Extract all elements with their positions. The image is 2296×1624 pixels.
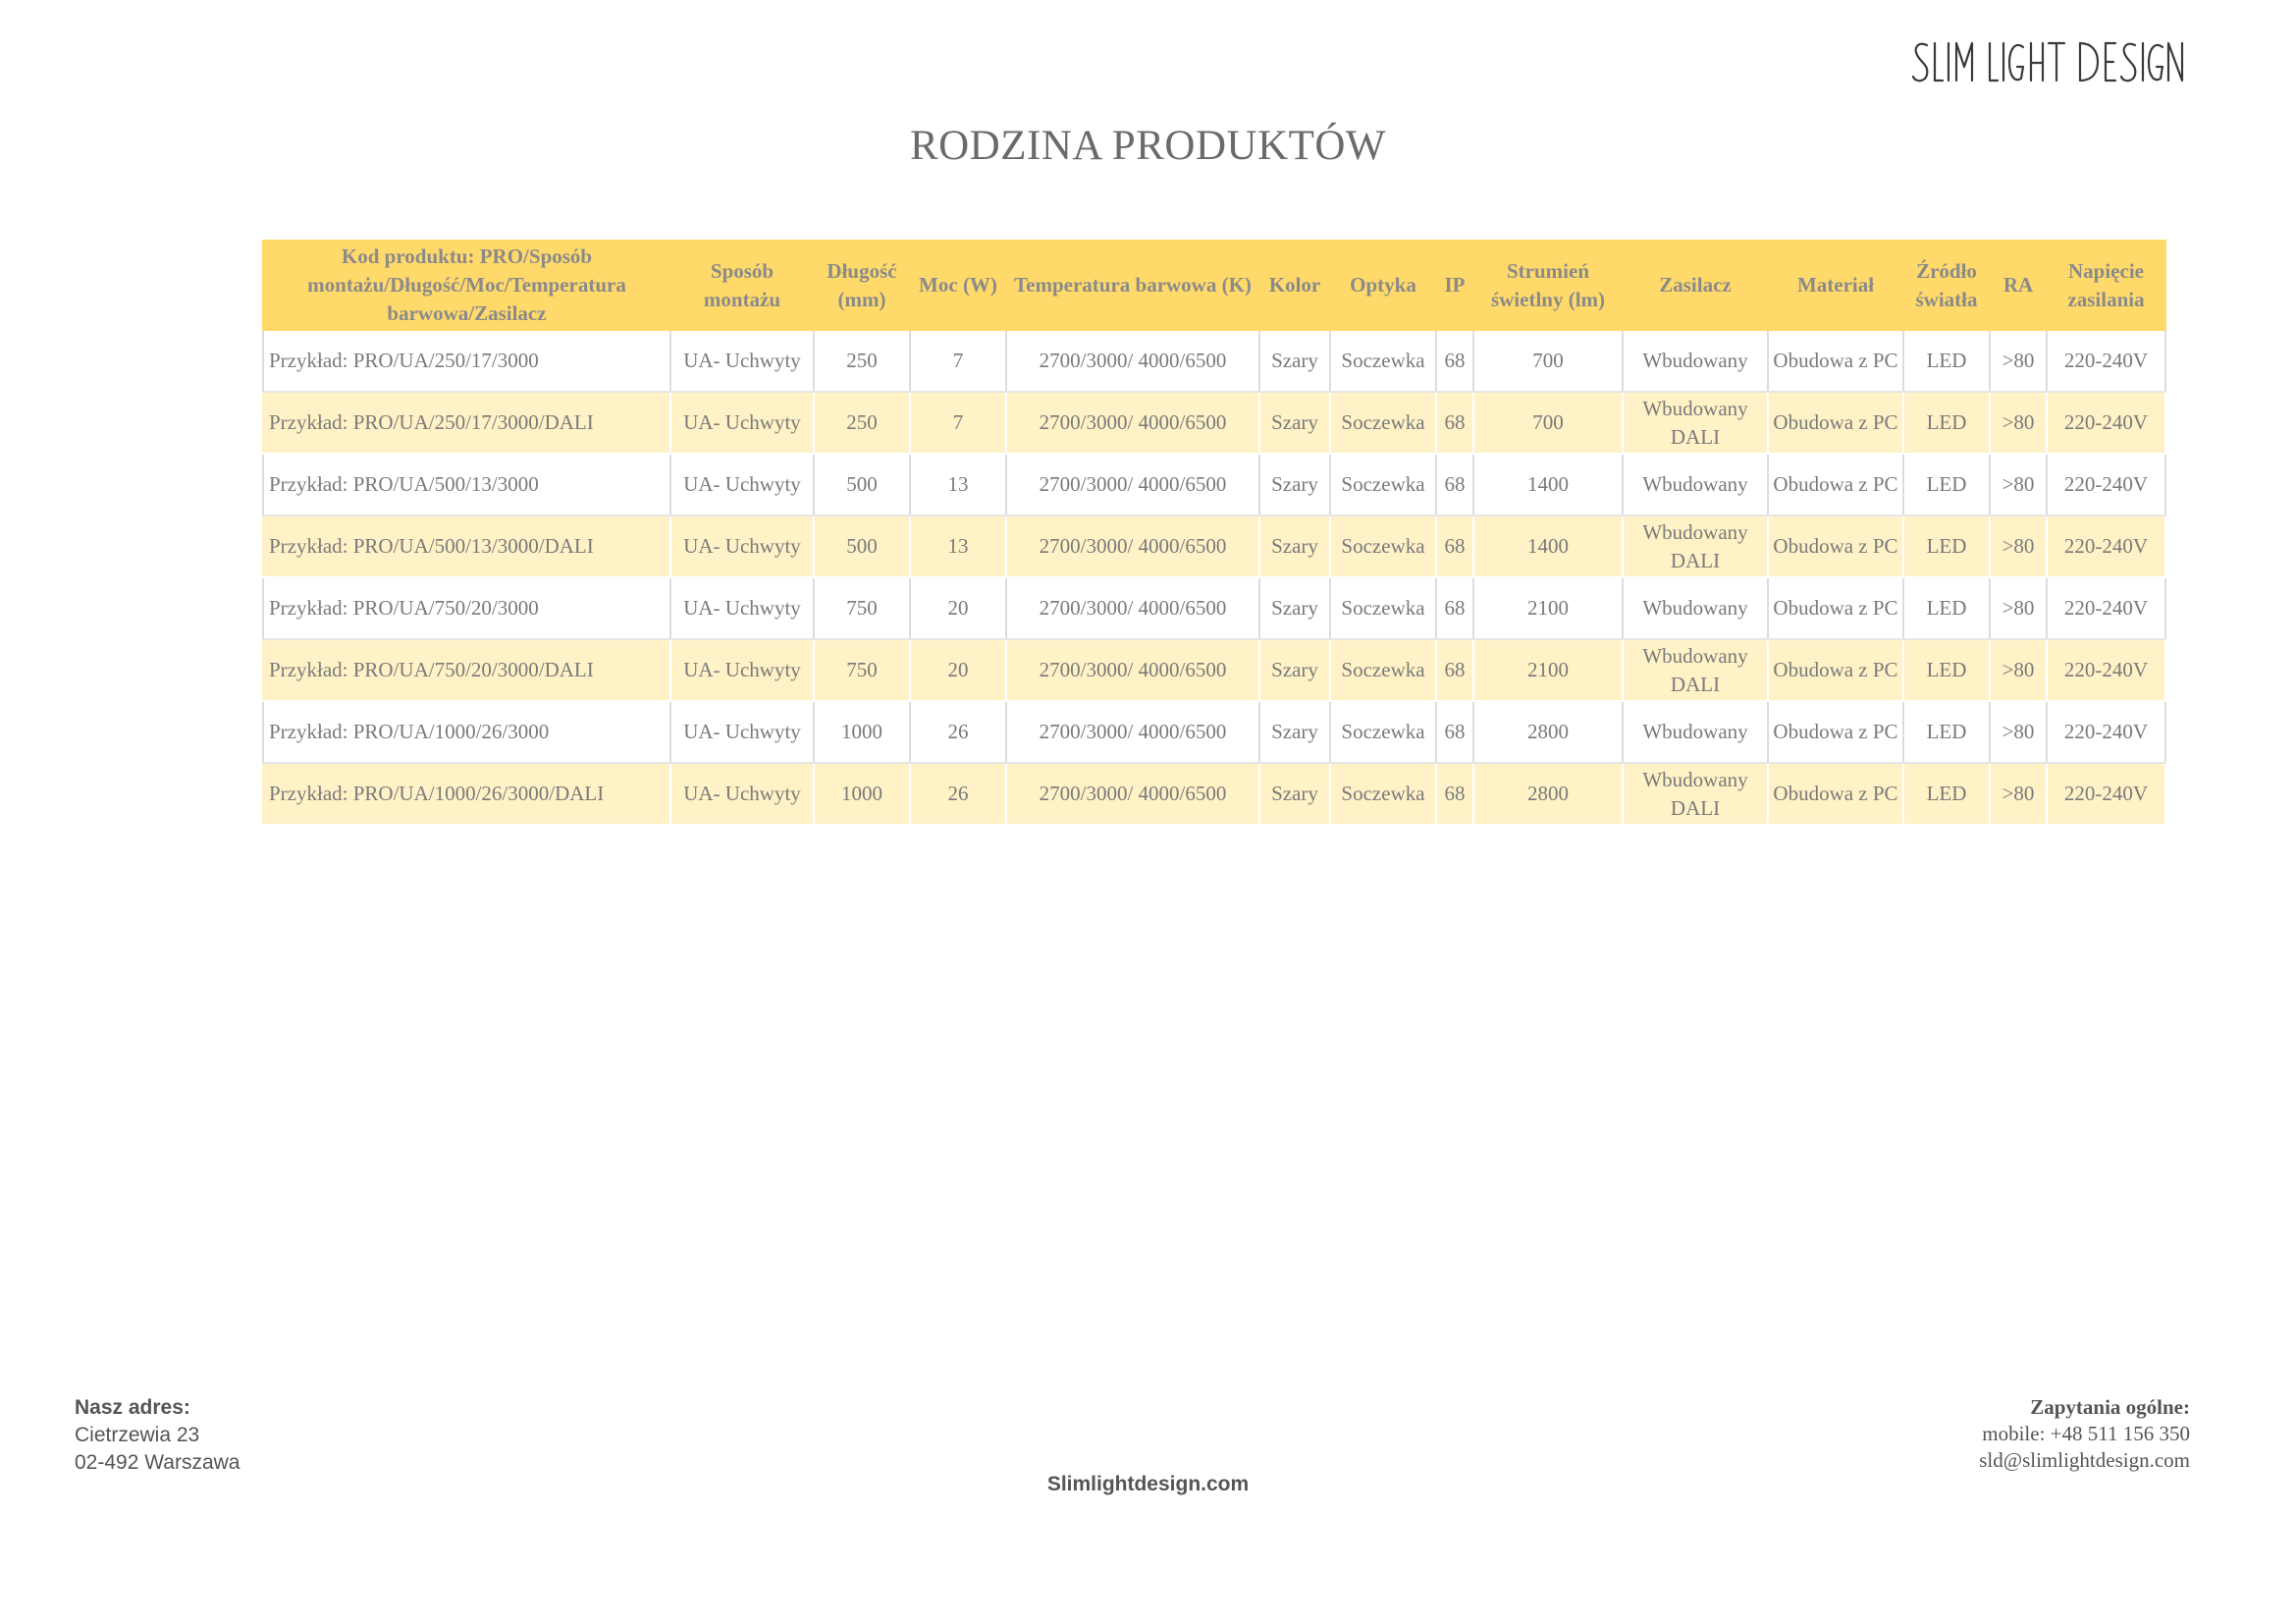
table-cell: UA- Uchwyty — [670, 577, 814, 639]
column-header: Temperatura barwowa (K) — [1006, 241, 1259, 330]
contact-label: Zapytania ogólne: — [2030, 1395, 2190, 1419]
table-row — [263, 639, 2165, 701]
table-cell: >80 — [1990, 454, 2047, 515]
table-cell: Soczewka — [1330, 577, 1436, 639]
table-cell: Obudowa z PC — [1768, 763, 1903, 825]
table-cell: Soczewka — [1330, 701, 1436, 763]
brand-logo — [1911, 37, 2186, 96]
table-cell: Soczewka — [1330, 639, 1436, 701]
table-cell: Soczewka — [1330, 515, 1436, 577]
table-cell: Szary — [1259, 454, 1330, 515]
table-cell: 2700/3000/ 4000/6500 — [1006, 763, 1259, 825]
contact-phone: mobile: +48 511 156 350 — [1982, 1422, 2190, 1445]
table-cell: 220-240V — [2047, 454, 2165, 515]
table-cell: 2700/3000/ 4000/6500 — [1006, 392, 1259, 454]
table-cell: >80 — [1990, 763, 2047, 825]
column-header: Źródło światła — [1903, 241, 1990, 330]
table-cell: 2100 — [1473, 577, 1623, 639]
table-cell: Przykład: PRO/UA/250/17/3000/DALI — [263, 392, 670, 454]
table-cell: Szary — [1259, 515, 1330, 577]
table-cell: 700 — [1473, 392, 1623, 454]
table-cell: 1400 — [1473, 454, 1623, 515]
table-cell: 13 — [910, 515, 1006, 577]
table-cell: 500 — [814, 515, 910, 577]
table-cell: Przykład: PRO/UA/1000/26/3000/DALI — [263, 763, 670, 825]
table-cell: Soczewka — [1330, 330, 1436, 392]
table-cell: Przykład: PRO/UA/750/20/3000 — [263, 577, 670, 639]
table-cell: Szary — [1259, 330, 1330, 392]
table-cell: 20 — [910, 639, 1006, 701]
table-cell: 2800 — [1473, 763, 1623, 825]
column-header: IP — [1436, 241, 1473, 330]
table-cell: 2700/3000/ 4000/6500 — [1006, 639, 1259, 701]
page-title: RODZINA PRODUKTÓW — [909, 123, 1387, 169]
column-header: Kolor — [1259, 241, 1330, 330]
table-cell: >80 — [1990, 330, 2047, 392]
footer-contact — [1979, 1394, 2190, 1474]
table-cell: Przykład: PRO/UA/250/17/3000 — [263, 330, 670, 392]
table-cell: UA- Uchwyty — [670, 763, 814, 825]
table-cell: 220-240V — [2047, 577, 2165, 639]
table-cell: 68 — [1436, 701, 1473, 763]
table-cell: 220-240V — [2047, 330, 2165, 392]
table-cell: Soczewka — [1330, 454, 1436, 515]
column-header: Napięcie zasilania — [2047, 241, 2165, 330]
column-header: RA — [1990, 241, 2047, 330]
table-row — [263, 763, 2165, 825]
table-cell: 2700/3000/ 4000/6500 — [1006, 330, 1259, 392]
table-cell: 220-240V — [2047, 639, 2165, 701]
table-cell: Obudowa z PC — [1768, 330, 1903, 392]
table-cell: LED — [1903, 577, 1990, 639]
table-cell: 2700/3000/ 4000/6500 — [1006, 577, 1259, 639]
table-cell: Szary — [1259, 392, 1330, 454]
table-cell: 68 — [1436, 577, 1473, 639]
table-cell: Soczewka — [1330, 392, 1436, 454]
table-cell: 750 — [814, 577, 910, 639]
table-cell: 1400 — [1473, 515, 1623, 577]
table-cell: Wbudowany DALI — [1623, 763, 1768, 825]
table-cell: LED — [1903, 763, 1990, 825]
table-cell: Wbudowany DALI — [1623, 639, 1768, 701]
table-cell: LED — [1903, 701, 1990, 763]
table-cell: >80 — [1990, 701, 2047, 763]
table-cell: Obudowa z PC — [1768, 639, 1903, 701]
table-cell: 68 — [1436, 763, 1473, 825]
table-cell: UA- Uchwyty — [670, 639, 814, 701]
table-cell: 2100 — [1473, 639, 1623, 701]
table-cell: LED — [1903, 454, 1990, 515]
table-cell: 500 — [814, 454, 910, 515]
table-cell: Szary — [1259, 701, 1330, 763]
table-row — [263, 515, 2165, 577]
table-cell: 220-240V — [2047, 515, 2165, 577]
table-cell: Szary — [1259, 577, 1330, 639]
table-cell: 68 — [1436, 330, 1473, 392]
column-header: Zasilacz — [1623, 241, 1768, 330]
table-cell: 220-240V — [2047, 763, 2165, 825]
table-row — [263, 454, 2165, 515]
table-cell: >80 — [1990, 577, 2047, 639]
table-cell: Wbudowany — [1623, 701, 1768, 763]
table-cell: LED — [1903, 392, 1990, 454]
table-cell: 250 — [814, 330, 910, 392]
table-cell: 68 — [1436, 639, 1473, 701]
table-cell: Przykład: PRO/UA/500/13/3000 — [263, 454, 670, 515]
table-cell: Obudowa z PC — [1768, 392, 1903, 454]
table-cell: LED — [1903, 639, 1990, 701]
product-table-container — [262, 240, 2149, 826]
table-cell: 2700/3000/ 4000/6500 — [1006, 701, 1259, 763]
table-cell: 7 — [910, 392, 1006, 454]
column-header: Strumień świetlny (lm) — [1473, 241, 1623, 330]
table-cell: Przykład: PRO/UA/1000/26/3000 — [263, 701, 670, 763]
table-cell: 2800 — [1473, 701, 1623, 763]
table-cell: >80 — [1990, 639, 2047, 701]
website-link[interactable]: Slimlightdesign.com — [1046, 1473, 1250, 1495]
contact-email[interactable]: sld@slimlightdesign.com — [1979, 1448, 2190, 1472]
table-cell: 750 — [814, 639, 910, 701]
table-cell: Wbudowany — [1623, 330, 1768, 392]
table-cell: Obudowa z PC — [1768, 454, 1903, 515]
table-cell: LED — [1903, 515, 1990, 577]
table-cell: 7 — [910, 330, 1006, 392]
table-body — [263, 330, 2165, 825]
table-cell: 700 — [1473, 330, 1623, 392]
table-cell: UA- Uchwyty — [670, 392, 814, 454]
address-label: Nasz adres: — [75, 1396, 190, 1419]
table-cell: >80 — [1990, 392, 2047, 454]
table-cell: Przykład: PRO/UA/750/20/3000/DALI — [263, 639, 670, 701]
table-cell: UA- Uchwyty — [670, 515, 814, 577]
table-cell: 20 — [910, 577, 1006, 639]
table-cell: 68 — [1436, 454, 1473, 515]
column-header: Sposób montażu — [670, 241, 814, 330]
table-cell: 13 — [910, 454, 1006, 515]
table-cell: 220-240V — [2047, 392, 2165, 454]
table-cell: 68 — [1436, 392, 1473, 454]
table-cell: 1000 — [814, 701, 910, 763]
column-header: Kod produktu: PRO/Sposób montażu/Długość/Moc/Temperatura barwowa/Zasilacz — [263, 241, 670, 330]
table-cell: Szary — [1259, 763, 1330, 825]
column-header: Materiał — [1768, 241, 1903, 330]
table-cell: Obudowa z PC — [1768, 515, 1903, 577]
table-cell: 26 — [910, 763, 1006, 825]
table-cell: Obudowa z PC — [1768, 701, 1903, 763]
table-cell: Wbudowany DALI — [1623, 515, 1768, 577]
table-cell: LED — [1903, 330, 1990, 392]
table-row — [263, 577, 2165, 639]
table-cell: UA- Uchwyty — [670, 701, 814, 763]
table-cell: Wbudowany — [1623, 454, 1768, 515]
column-header: Optyka — [1330, 241, 1436, 330]
table-cell: 2700/3000/ 4000/6500 — [1006, 515, 1259, 577]
table-row — [263, 392, 2165, 454]
table-cell: 250 — [814, 392, 910, 454]
table-row — [263, 330, 2165, 392]
slim-light-design-logo-icon — [1911, 37, 2186, 88]
table-cell: UA- Uchwyty — [670, 330, 814, 392]
table-cell: Wbudowany — [1623, 577, 1768, 639]
column-header: Długość (mm) — [814, 241, 910, 330]
address-line-2: 02-492 Warszawa — [75, 1451, 240, 1474]
address-line-1: Cietrzewia 23 — [75, 1424, 200, 1446]
table-cell: Soczewka — [1330, 763, 1436, 825]
column-header: Moc (W) — [910, 241, 1006, 330]
table-cell: >80 — [1990, 515, 2047, 577]
table-cell: Szary — [1259, 639, 1330, 701]
table-row — [263, 701, 2165, 763]
table-cell: 1000 — [814, 763, 910, 825]
table-cell: UA- Uchwyty — [670, 454, 814, 515]
table-cell: Przykład: PRO/UA/500/13/3000/DALI — [263, 515, 670, 577]
table-cell: Obudowa z PC — [1768, 577, 1903, 639]
table-cell: 220-240V — [2047, 701, 2165, 763]
table-cell: Wbudowany DALI — [1623, 392, 1768, 454]
footer-address — [75, 1394, 240, 1477]
table-cell: 2700/3000/ 4000/6500 — [1006, 454, 1259, 515]
table-header-row — [263, 241, 2165, 330]
product-table — [262, 240, 2166, 826]
table-cell: 26 — [910, 701, 1006, 763]
table-cell: 68 — [1436, 515, 1473, 577]
